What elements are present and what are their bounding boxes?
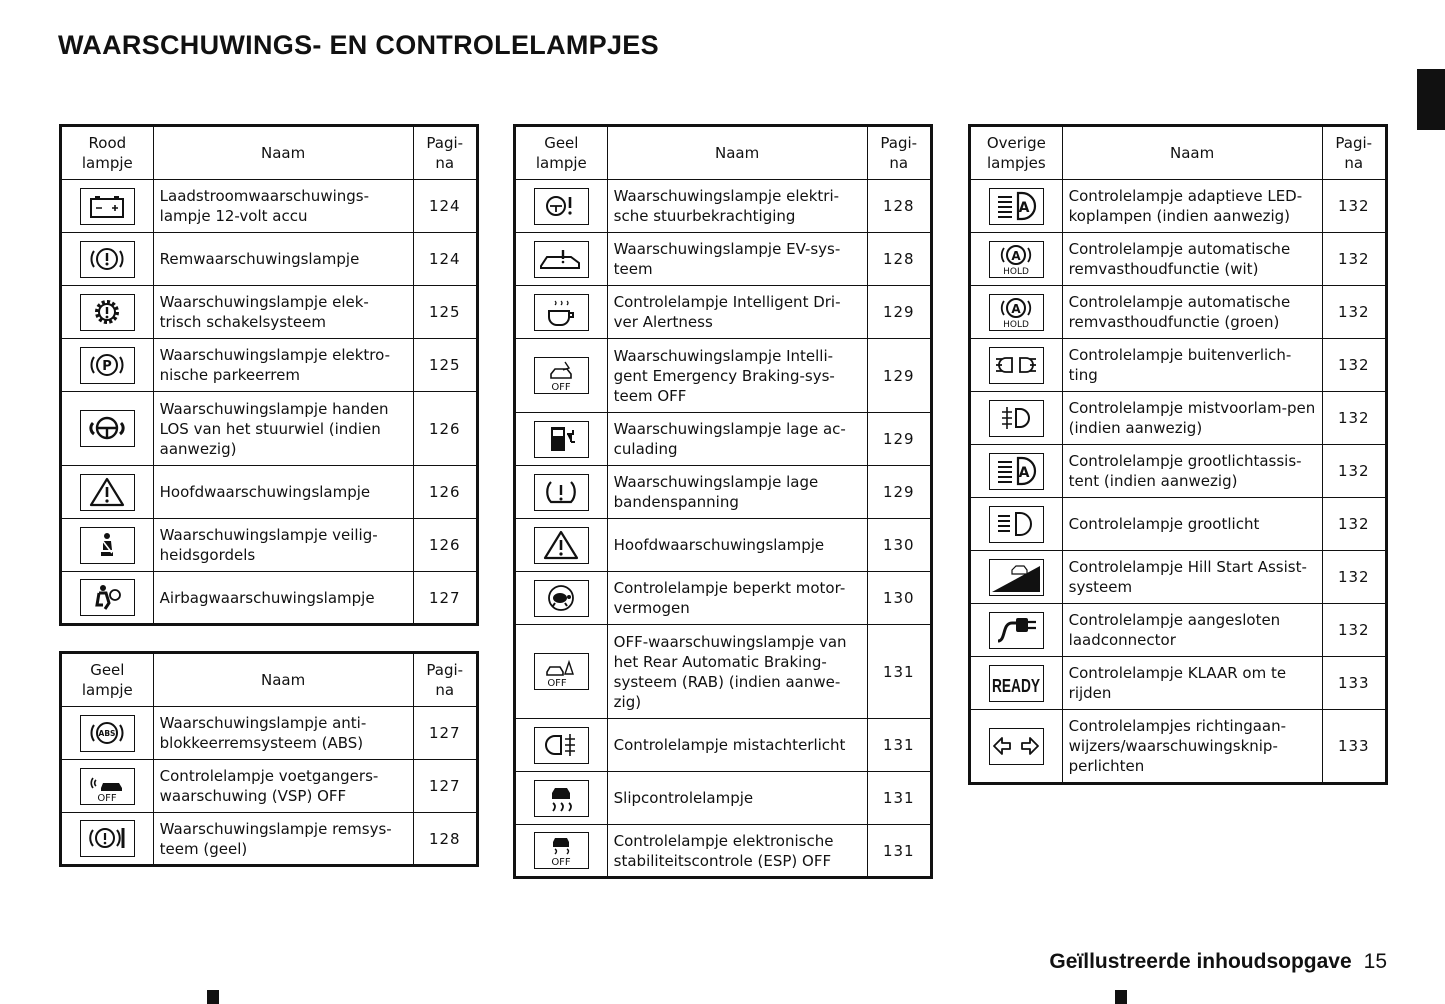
table-row [515, 466, 932, 519]
table-row [515, 233, 932, 286]
hands-off-wheel-icon [80, 410, 135, 447]
page-title: WAARSCHUWINGS- EN CONTROLELAMPJES [58, 30, 659, 60]
lamp-icon-cell [970, 180, 1063, 233]
low-charge-icon [534, 421, 589, 458]
lamp-icon-cell [515, 466, 608, 519]
table-row [970, 710, 1387, 784]
page-reference: 131 [867, 625, 931, 719]
other-lamps-table [968, 124, 1388, 785]
table-row [970, 551, 1387, 604]
page-reference: 128 [867, 180, 931, 233]
table-row [970, 392, 1387, 445]
lamp-icon-cell [970, 233, 1063, 286]
page-reference: 126 [413, 519, 477, 572]
lamp-name: Waarschuwingslampje elektri-sche stuurbekrachtiging [607, 180, 867, 233]
table-row [61, 180, 478, 233]
lamp-icon-cell [970, 604, 1063, 657]
battery-icon [80, 188, 135, 225]
airbag-icon [80, 579, 135, 616]
lamp-icon-cell [61, 519, 154, 572]
column-header-page: Pagi-na [413, 653, 477, 707]
page-reference: 126 [413, 392, 477, 466]
lamp-icon-cell [61, 180, 154, 233]
lamp-name: Hoofdwaarschuwingslampje [153, 466, 413, 519]
table-row [970, 445, 1387, 498]
lamp-name: Waarschuwingslampje remsys-teem (geel) [153, 813, 413, 866]
rear-braking-off-icon [534, 653, 589, 690]
table-row [970, 604, 1387, 657]
page-reference: 130 [867, 572, 931, 625]
page-reference: 131 [867, 772, 931, 825]
page-reference: 129 [867, 286, 931, 339]
table-row [61, 339, 478, 392]
lamp-name: Controlelampjes richtingaan-wijzers/waarschuwingsknip-perlichten [1062, 710, 1322, 784]
coffee-cup-icon [534, 294, 589, 331]
page-reference: 133 [1322, 710, 1386, 784]
parking-brake-icon [80, 347, 135, 384]
crop-mark [1115, 990, 1127, 1004]
yellow-lamps-table [513, 124, 933, 879]
front-fog-icon [989, 400, 1044, 437]
high-beam-assist-icon [989, 453, 1044, 490]
lamp-icon-cell [970, 445, 1063, 498]
lamp-icon-cell [61, 707, 154, 760]
column-header-page: Pagi-na [413, 126, 477, 180]
master-warning-icon [80, 474, 135, 511]
column-header-lamp: Geel lampje [515, 126, 608, 180]
table-row [515, 772, 932, 825]
column-header-name: Naam [1062, 126, 1322, 180]
table-row [61, 233, 478, 286]
page-reference: 132 [1322, 498, 1386, 551]
side-lights-icon [989, 347, 1044, 384]
page-reference: 124 [413, 180, 477, 233]
lamp-name: Controlelampje Intelligent Dri-ver Alertness [607, 286, 867, 339]
page-reference: 132 [1322, 392, 1386, 445]
abs-icon [80, 715, 135, 752]
column-header-lamp: Geel lampje [61, 653, 154, 707]
page-reference: 131 [867, 719, 931, 772]
lamp-icon-cell [970, 498, 1063, 551]
page-reference: 132 [1322, 180, 1386, 233]
master-warning-icon [534, 527, 589, 564]
lamp-icon-cell [970, 392, 1063, 445]
auto-hold-white-icon [989, 241, 1044, 278]
table-row [61, 707, 478, 760]
page-reference: 127 [413, 707, 477, 760]
lamp-icon-cell [61, 572, 154, 625]
lamp-icon-cell [61, 339, 154, 392]
table-row [515, 572, 932, 625]
lamp-name: Controlelampje mistvoorlam-pen (indien aanwezig) [1062, 392, 1322, 445]
lamp-name: Hoofdwaarschuwingslampje [607, 519, 867, 572]
lamp-icon-cell [515, 572, 608, 625]
lamp-name: Controlelampje voetgangers-waarschuwing (VSP) OFF [153, 760, 413, 813]
page-reference: 132 [1322, 286, 1386, 339]
table-row [515, 339, 932, 413]
lamp-icon-cell [515, 772, 608, 825]
page-reference: 128 [413, 813, 477, 866]
column-header-name: Naam [607, 126, 867, 180]
esp-off-icon [534, 832, 589, 869]
table-row [61, 286, 478, 339]
table-row [970, 286, 1387, 339]
page-reference: 125 [413, 286, 477, 339]
page-reference: 132 [1322, 233, 1386, 286]
table-row [61, 466, 478, 519]
page-reference: 132 [1322, 339, 1386, 392]
lamp-name: Controlelampje grootlichtassis-tent (indien aanwezig) [1062, 445, 1322, 498]
table-row [970, 180, 1387, 233]
lamp-name: Remwaarschuwingslampje [153, 233, 413, 286]
ev-system-icon [534, 241, 589, 278]
table-row [515, 519, 932, 572]
ready-icon [989, 665, 1044, 702]
lamp-icon-cell [61, 466, 154, 519]
table-row [515, 825, 932, 878]
lamp-name: Laadstroomwaarschuwings-lampje 12-volt accu [153, 180, 413, 233]
lamp-icon-cell [515, 719, 608, 772]
page-reference: 129 [867, 466, 931, 519]
page-reference: 129 [867, 413, 931, 466]
lamp-icon-cell [970, 339, 1063, 392]
table-row [970, 498, 1387, 551]
lamp-name: Controlelampje grootlicht [1062, 498, 1322, 551]
page-reference: 133 [1322, 657, 1386, 710]
turn-signal-icon [989, 728, 1044, 765]
lamp-icon-cell [515, 519, 608, 572]
lamp-name: Controlelampje KLAAR om te rijden [1062, 657, 1322, 710]
adaptive-led-icon [989, 188, 1044, 225]
lamp-icon-cell [515, 413, 608, 466]
lamp-name: Waarschuwingslampje EV-sys-teem [607, 233, 867, 286]
column-header-name: Naam [153, 653, 413, 707]
page-reference: 127 [413, 572, 477, 625]
column-header-name: Naam [153, 126, 413, 180]
lamp-icon-cell [970, 710, 1063, 784]
page-number: 15 [1363, 950, 1387, 973]
hill-start-icon [989, 559, 1044, 596]
tire-pressure-icon [534, 474, 589, 511]
footer-section-title: Geïllustreerde inhoudsopgave [1049, 950, 1352, 973]
lamp-name: Controlelampje beperkt motor-vermogen [607, 572, 867, 625]
page-reference: 130 [867, 519, 931, 572]
page-reference: 126 [413, 466, 477, 519]
lamp-name: Controlelampje Hill Start Assist-systeem [1062, 551, 1322, 604]
lamp-name: Controlelampje adaptieve LED-koplampen (indien aanwezig) [1062, 180, 1322, 233]
table-row [61, 519, 478, 572]
page-reference: 132 [1322, 604, 1386, 657]
page-reference: 128 [867, 233, 931, 286]
page-reference: 125 [413, 339, 477, 392]
column-header-page: Pagi-na [867, 126, 931, 180]
red-lamps-table [59, 124, 479, 626]
lamp-name: Controlelampje elektronische stabiliteitscontrole (ESP) OFF [607, 825, 867, 878]
lamp-name: Slipcontrolelampje [607, 772, 867, 825]
lamp-icon-cell [515, 233, 608, 286]
lamp-name: Controlelampje buitenverlich-ting [1062, 339, 1322, 392]
table-row [515, 625, 932, 719]
lamp-icon-cell [515, 339, 608, 413]
brake-warning-icon [80, 241, 135, 278]
yellow-lamps-table-continued [59, 651, 479, 867]
lamp-icon-cell [970, 657, 1063, 710]
lamp-name: OFF-waarschuwingslampje van het Rear Automatic Braking-systeem (RAB) (indien aanwe-zig) [607, 625, 867, 719]
page-reference: 132 [1322, 445, 1386, 498]
brake-system-icon [80, 820, 135, 857]
lamp-icon-cell [61, 392, 154, 466]
page-reference: 131 [867, 825, 931, 878]
lamp-icon-cell [515, 625, 608, 719]
lamp-name: Controlelampje mistachterlicht [607, 719, 867, 772]
page-footer [1049, 950, 1387, 974]
lamp-name: Controlelampje aangesloten laadconnector [1062, 604, 1322, 657]
lamp-name: Waarschuwingslampje veilig-heidsgordels [153, 519, 413, 572]
column-header-lamp: Rood lampje [61, 126, 154, 180]
table-row [515, 286, 932, 339]
lamp-icon-cell [515, 825, 608, 878]
lamp-icon-cell [61, 286, 154, 339]
lamp-name: Airbagwaarschuwingslampje [153, 572, 413, 625]
lamp-name: Waarschuwingslampje anti-blokkeerremsysteem (ABS) [153, 707, 413, 760]
slip-icon [534, 780, 589, 817]
table-row [970, 657, 1387, 710]
column-header-lamp: Overige lampjes [970, 126, 1063, 180]
column-header-page: Pagi-na [1322, 126, 1386, 180]
power-steering-icon [534, 188, 589, 225]
lamp-icon-cell [61, 813, 154, 866]
page-reference: 124 [413, 233, 477, 286]
table-row [970, 233, 1387, 286]
table-row [515, 180, 932, 233]
auto-hold-green-icon [989, 294, 1044, 331]
table-row [515, 413, 932, 466]
lamp-icon-cell [515, 180, 608, 233]
table-row [970, 339, 1387, 392]
lamp-icon-cell [61, 760, 154, 813]
emergency-braking-off-icon [534, 357, 589, 394]
lamp-name: Waarschuwingslampje lage bandenspanning [607, 466, 867, 519]
lamp-name: Waarschuwingslampje elektro-nische parkeerrem [153, 339, 413, 392]
rear-fog-icon [534, 727, 589, 764]
lamp-name: Waarschuwingslampje elek-trisch schakelsysteem [153, 286, 413, 339]
table-row [61, 392, 478, 466]
turtle-icon [534, 580, 589, 617]
page-reference: 129 [867, 339, 931, 413]
lamp-icon-cell [970, 551, 1063, 604]
lamp-name: Controlelampje automatische remvasthoudfunctie (wit) [1062, 233, 1322, 286]
lamp-icon-cell [970, 286, 1063, 339]
table-row [515, 719, 932, 772]
lamp-name: Waarschuwingslampje Intelli-gent Emergency Braking-sys-teem OFF [607, 339, 867, 413]
page-reference: 127 [413, 760, 477, 813]
seatbelt-icon [80, 527, 135, 564]
table-row [61, 760, 478, 813]
lamp-name: Waarschuwingslampje lage ac-culading [607, 413, 867, 466]
table-row [61, 813, 478, 866]
gear-warning-icon [80, 294, 135, 331]
lamp-icon-cell [515, 286, 608, 339]
lamp-icon-cell [61, 233, 154, 286]
crop-mark [207, 990, 219, 1004]
lamp-name: Controlelampje automatische remvasthoudfunctie (groen) [1062, 286, 1322, 339]
table-row [61, 572, 478, 625]
section-tab-marker [1417, 69, 1445, 130]
page-reference: 132 [1322, 551, 1386, 604]
pedestrian-warning-off-icon [80, 768, 135, 805]
charge-connector-icon [989, 612, 1044, 649]
high-beam-icon [989, 506, 1044, 543]
lamp-name: Waarschuwingslampje handen LOS van het stuurwiel (indien aanwezig) [153, 392, 413, 466]
